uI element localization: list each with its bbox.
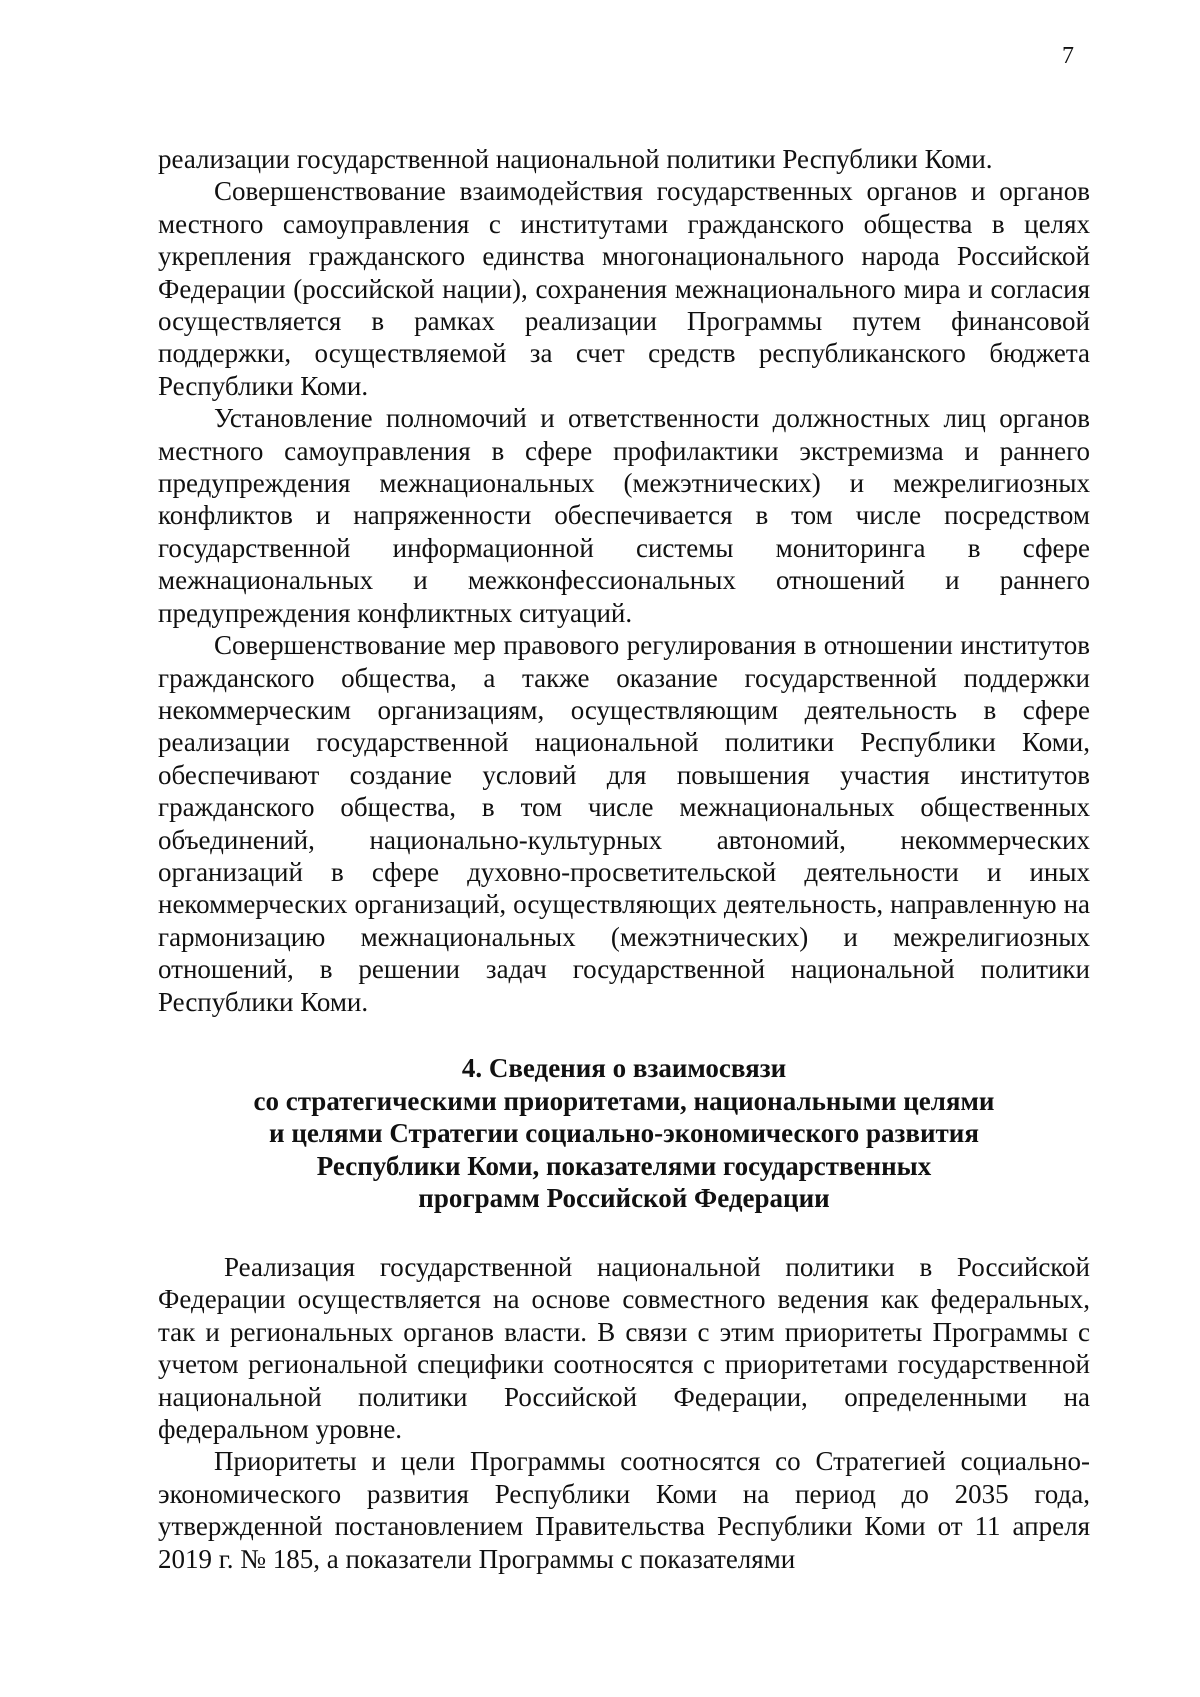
section-heading: [158, 1052, 1090, 1215]
heading-line: и целями Стратегии социально-экономического развития: [269, 1118, 979, 1149]
document-body: [158, 143, 1090, 1575]
paragraph-continuation: реализации государственной национальной политики Республики Коми.: [158, 144, 993, 174]
paragraph-authority: Установление полномочий и ответственности должностных лиц органов местного самоуправления в сфере профилактики экстремизма и раннего предупреждения межнациональных (межэтнических) и межрелигиозных конфликтов и напряженности обеспечивается в том числе посредством государственной информационной системы мониторинга в сфере межнациональных и межконфессиональных отношений и раннего предупреждения конфликтных ситуаций.: [158, 403, 1090, 628]
paragraph-priorities: Приоритеты и цели Программы соотносятся со Стратегией социально-экономического развития Республики Коми на период до 2035 года, утвержденной постановлением Правительства Республики Коми от 11 апреля 2019 г. № 185, а показатели Программы с показателями: [158, 1446, 1090, 1574]
paragraph-implementation: Реализация государственной национальной политики в Российской Федерации осуществляется на основе совместного ведения как федеральных, так и региональных органов власти. В связи с этим приоритеты Программы с учетом региональной специфики соотносятся с приоритетами государственной национальной политики Российской Федерации, определенными на федеральном уровне.: [158, 1251, 1090, 1444]
heading-line: со стратегическими приоритетами, национальными целями: [253, 1085, 995, 1116]
heading-line: программ Российской Федерации: [418, 1183, 830, 1214]
paragraph-cooperation: Совершенствование взаимодействия государственных органов и органов местного самоуправления с институтами гражданского общества в целях укрепления гражданского единства многонационального народа Российской Федерации (российской нации), сохранения межнационального мира и согласия осуществляется в рамках реализации Программы путем финансовой поддержки, осуществляемой за счет средств республиканского бюджета Республики Коми.: [158, 176, 1090, 401]
heading-line: Республики Коми, показателями государственных: [316, 1150, 932, 1181]
page-number: 7: [1062, 43, 1074, 69]
paragraph-regulation: Совершенствование мер правового регулирования в отношении институтов гражданского общества, а также оказание государственной поддержки некоммерческим организациям, осуществляющим деятельность в сфере реализации государственной национальной политики Республики Коми, обеспечивают создание условий для повышения участия институтов гражданского общества, в том числе межнациональных общественных объединений, национально-культурных автономий, некоммерческих организаций в сфере духовно-просветительской деятельности и иных некоммерческих организаций, осуществляющих деятельность, направленную на гармонизацию межнациональных (межэтнических) и межрелигиозных отношений, в решении задач государственной национальной политики Республики Коми.: [158, 630, 1090, 1017]
heading-line: 4. Сведения о взаимосвязи: [461, 1052, 787, 1083]
